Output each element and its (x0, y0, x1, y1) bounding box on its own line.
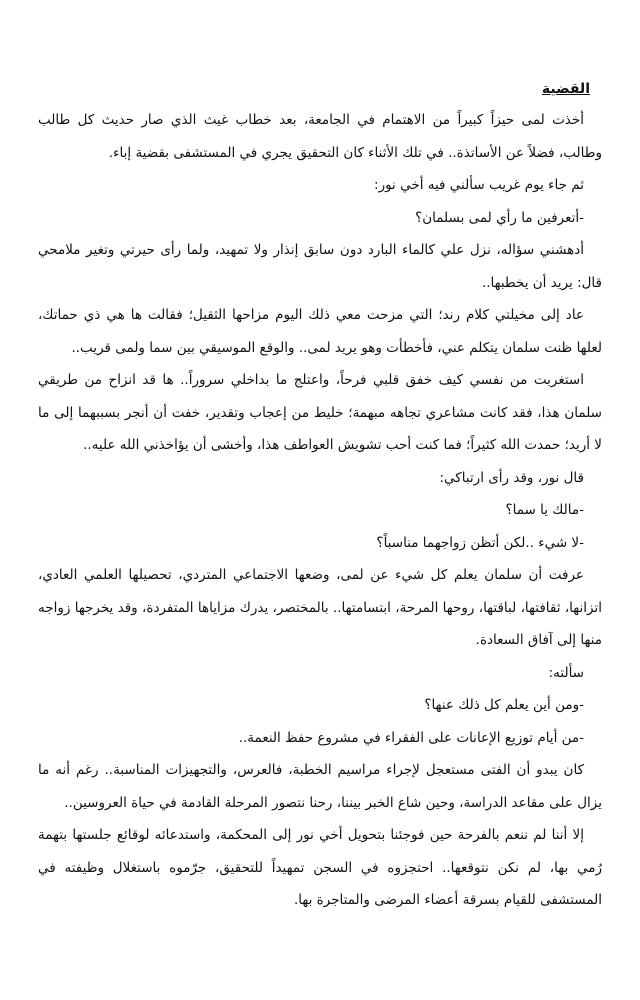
paragraph: عرفت أن سلمان يعلم كل شيء عن لمى، وضعها الاجتماعي المتردي، تحصيلها العلمي العادي، اتزانها، ثقافتها، لباقتها، روحها المرحة، ابتسامتها.. بالمختصر، يدرك مزاياها المتفردة، وقد يخرجها زواجه منها إلى آفاق السعادة. (38, 567, 602, 648)
paragraph: أدهشني سؤاله، نزل علي كالماء البارد دون سابق إنذار ولا تمهيد، ولما رأى حيرتي وتغير ملامحي قال: يريد أن يخطبها.. (38, 242, 602, 291)
paragraph: استغربت من نفسي كيف خفق قلبي فرحاً، واعتلج ما بداخلي سروراً.. ها قد انزاح من طريقي سلمان هذا، فقد كانت مشاعري تجاهه مبهمة؛ خليط من إعجاب وتقدير، خفت أن أنجر بسببهما إلى ما لا أريد؛ حمدت الله كثيراً؛ فما كنت أحب تشويش العواطف هذا، وأخشى أن يؤاخذني الله عليه.. (38, 372, 602, 453)
paragraph: -أتعرفين ما رأي لمى بسلمان؟ (415, 209, 584, 226)
paragraph: أخذت لمى حيزاً كبيراً من الاهتمام في الجامعة، بعد خطاب غيث الذي صار حديث كل طالب وطالب، فضلاً عن الأساتذة.. في تلك الأثناء كان التحقيق يجري في المستشفى بقضية إباء. (38, 112, 602, 161)
paragraph: -ومن أين يعلم كل ذلك عنها؟ (424, 697, 584, 713)
paragraph: -مالك يا سما؟ (505, 502, 584, 518)
paragraph: قال نور، وقد رأى ارتباكي: (439, 469, 584, 486)
document-title: القضية (541, 81, 590, 97)
paragraph: -لا شيء ..لكن أتظن زواجهما مناسباً؟ (376, 534, 584, 551)
paragraph: عاد إلى مخيلتي كلام رند؛ التي مزحت معي ذلك اليوم مزاحها الثقيل؛ فقالت ها هي ذي حماتك، لعلها ظنت سلمان يتكلم عني، فأخطأت وهو يريد لمى.. والوقع الموسيقي بين سما ولمى قريب.. (38, 307, 602, 356)
paragraph: إلا أننا لم ننعم بالفرحة حين فوجئنا بتحويل أخي نور إلى المحكمة، واستدعائه لوقائع جلستها بتهمة رُمي بها، لم نكن نتوقعها.. احتجزوه في السجن تمهيداً للتحقيق، جرّموه باستغلال وظيفته في المستشفى للقيام بسرقة أعضاء المرضى والمتاجرة بها. (38, 827, 602, 908)
paragraph: -من أيام توزيع الإعانات على الفقراء في مشروع حفظ النعمة.. (238, 729, 584, 746)
paragraph: ثم جاء يوم غريب سألني فيه أخي نور: (374, 177, 584, 193)
paragraph: كان يبدو أن الفتى مستعجل لإجراء مراسيم الخطبة، فالعرس، والتجهيزات المناسبة.. رغم أنه ما يزال على مقاعد الدراسة، وحين شاع الخبر بيننا، رحنا نتصور المرحلة القادمة في حياة العروسين.. (38, 762, 602, 811)
paragraph: سألته: (548, 664, 584, 681)
